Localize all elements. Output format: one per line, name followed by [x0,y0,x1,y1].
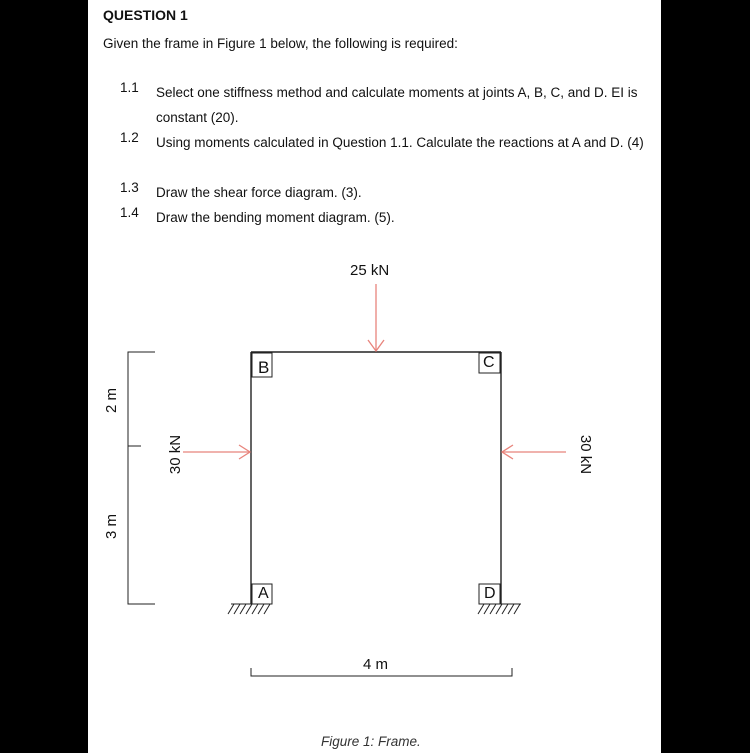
node-label-c: C [483,354,495,371]
question-text: Draw the bending moment diagram. (5). [156,210,395,225]
height-dimension [128,352,155,604]
node-label-b: B [258,358,270,377]
question-number: 1.1 [120,80,139,95]
question-text: Using moments calculated in Question 1.1. Calculate the reactions at A and D. (4) [156,135,644,150]
load-arrow-left-30kn [183,445,250,459]
fixed-support-d [478,604,521,614]
question-number: 1.4 [120,205,139,220]
dimension-label-4m: 4 m [363,656,389,673]
question-text: Select one stiffness method and calculate moments at joints A, B, C, and D. EI is constant (20). [156,85,638,125]
document-page [88,0,661,753]
figure-caption: Figure 1: Frame. [321,734,421,749]
question-heading: QUESTION 1 [103,7,188,23]
node-label-a: A [258,585,269,602]
load-label-right-30kn: 30 kN [577,434,595,475]
load-arrow-right-30kn [502,445,566,459]
load-label-25kn: 25 kN [350,262,390,279]
dimension-label-2m: 2 m [103,387,121,414]
load-label-left-30kn: 30 kN [167,434,185,475]
node-label-d: D [484,585,496,602]
load-arrow-25kn [368,284,384,351]
question-number: 1.2 [120,130,139,145]
dimension-label-3m: 3 m [103,513,121,540]
question-number: 1.3 [120,180,139,195]
question-text: Draw the shear force diagram. (3). [156,185,362,200]
frame-figure [88,0,661,753]
fixed-support-a [228,604,271,614]
question-intro: Given the frame in Figure 1 below, the following is required: [103,36,458,51]
